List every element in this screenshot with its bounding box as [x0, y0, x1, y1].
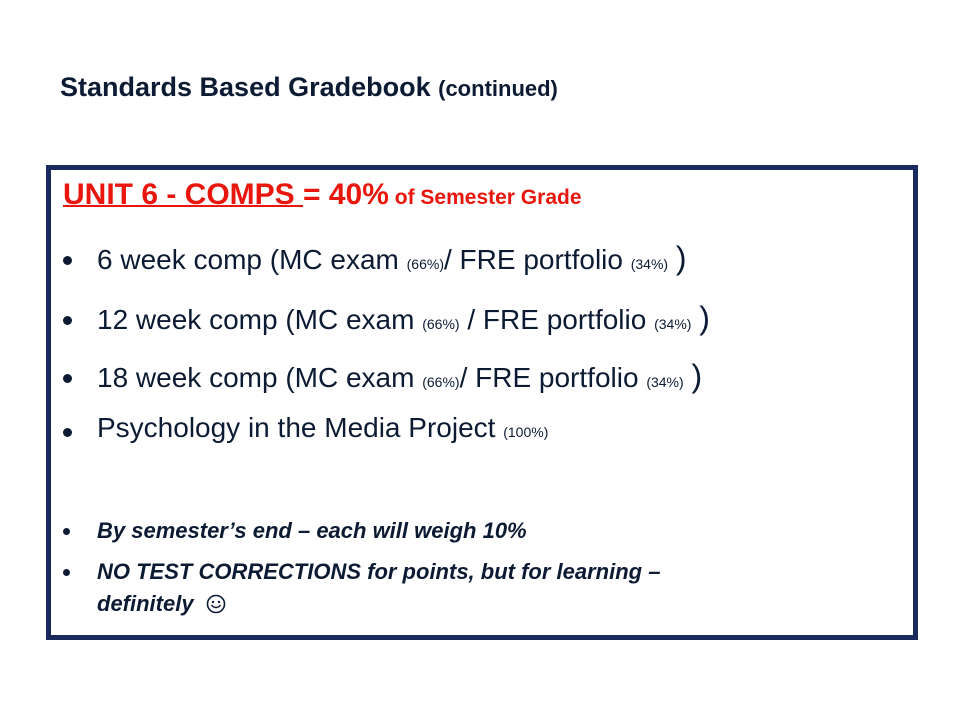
item-percent: (66%): [422, 316, 460, 332]
smiley-icon: [206, 594, 226, 614]
unit-weight: = 40%: [303, 178, 389, 211]
list-item: [63, 240, 687, 277]
item-text: 6 week comp (MC exam: [97, 244, 407, 275]
bullet-icon: [63, 374, 72, 383]
bullet-icon: [63, 428, 72, 437]
note-item: [63, 556, 660, 620]
slide-title-sub: (continued): [438, 76, 558, 101]
bullet-icon: [63, 256, 72, 265]
item-close-paren: ): [699, 300, 710, 336]
note-text-line1: NO TEST CORRECTIONS for points, but for learning –: [97, 559, 661, 584]
item-percent: (34%): [630, 256, 669, 272]
item-text: / FRE portfolio: [444, 244, 631, 275]
item-text: Psychology in the Media Project: [97, 412, 504, 443]
note-text-line2: definitely: [97, 591, 194, 616]
unit-name: UNIT 6 - COMPS: [63, 178, 304, 211]
item-percent: (100%): [503, 424, 549, 440]
content-box: [46, 165, 918, 640]
bullet-icon: [63, 569, 70, 576]
item-percent: (34%): [654, 316, 692, 332]
list-item: [63, 300, 710, 337]
slide-title-main: Standards Based Gradebook: [60, 72, 431, 102]
note-text: By semester’s end – each will weigh 10%: [97, 518, 527, 543]
bullet-icon: [63, 316, 72, 325]
item-percent: (66%): [406, 256, 444, 272]
list-item: [63, 358, 702, 395]
item-percent: (34%): [646, 374, 684, 390]
item-text: / FRE portfolio: [459, 304, 655, 335]
item-text: 18 week comp (MC exam: [97, 362, 423, 393]
item-close-paren: ): [691, 358, 703, 394]
bullet-icon: [63, 528, 70, 535]
note-item: [63, 515, 527, 547]
unit-weight-suffix: of Semester Grade: [388, 186, 582, 209]
item-percent: (66%): [422, 374, 460, 390]
item-text: 12 week comp (MC exam: [97, 304, 423, 335]
unit-heading: [63, 178, 582, 212]
list-item: [63, 412, 548, 444]
item-close-paren: ): [675, 240, 687, 276]
item-text: / FRE portfolio: [459, 362, 647, 393]
slide-title: [60, 72, 558, 103]
